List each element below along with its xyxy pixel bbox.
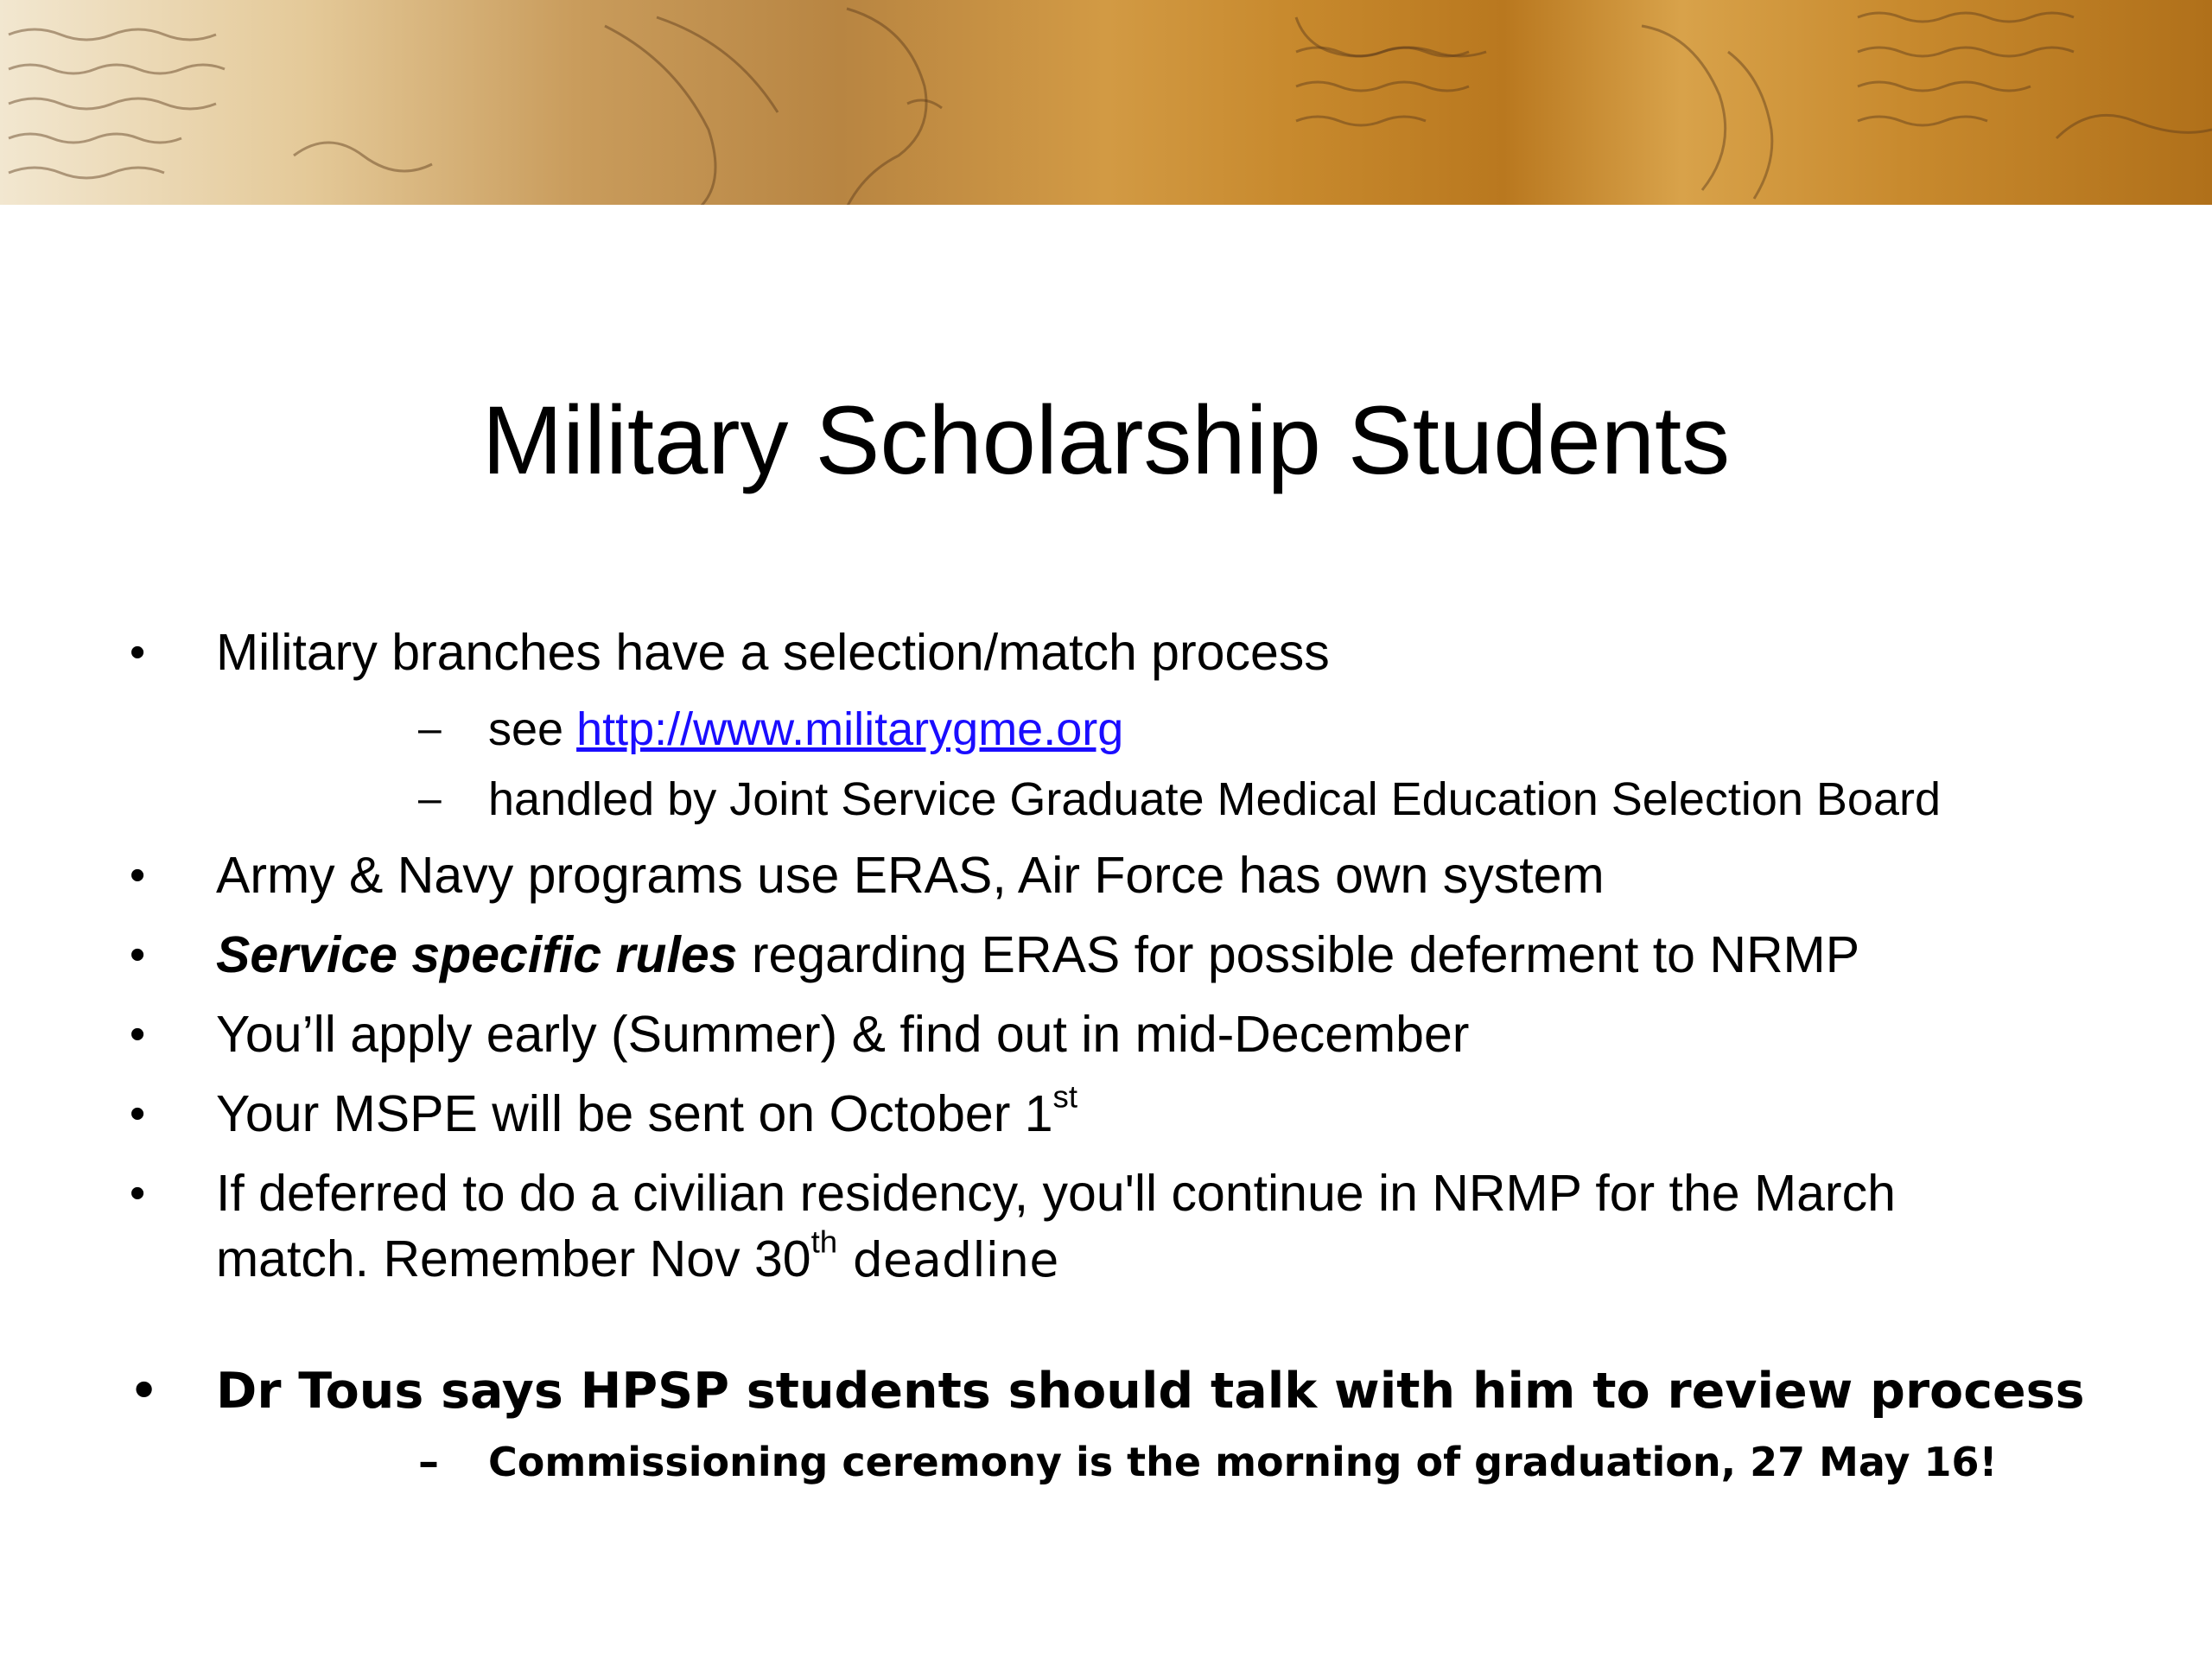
ordinal-suffix: st — [1052, 1078, 1077, 1115]
dash-icon: – — [418, 1438, 439, 1486]
header-banner-artwork — [0, 0, 2212, 205]
bullet-icon: • — [130, 930, 146, 980]
bullet-text: Army & Navy programs use ERAS, Air Force has own system — [216, 847, 1605, 904]
sketch-pattern — [0, 0, 2212, 205]
bullet-icon: • — [130, 1168, 146, 1218]
bullet-icon: • — [130, 850, 146, 900]
bullet-icon: • — [130, 627, 146, 677]
ordinal-suffix: th — [810, 1224, 838, 1260]
bullet-text: regarding ERAS for possible deferment to NRMP — [737, 926, 1860, 983]
sub-item-text: handled by Joint Service Graduate Medical Education Selection Board — [488, 773, 1942, 825]
bullet-text: Military branches have a selection/match process — [216, 624, 1330, 681]
bullet-text: Your MSPE will be sent on October 1 — [216, 1085, 1053, 1142]
bullet-icon: • — [130, 1089, 146, 1139]
bullet-icon: • — [130, 1365, 159, 1417]
militarygme-link[interactable]: http://www.militarygme.org — [576, 703, 1124, 755]
dash-icon: – — [418, 776, 442, 822]
bullet-text-line2: match. Remember Nov 30 — [216, 1230, 811, 1287]
emphasis-text: Service specific rules — [216, 926, 738, 983]
dash-icon: – — [418, 706, 442, 752]
slide-title: Military Scholarship Students — [481, 386, 1731, 494]
bullet-text-line1: If deferred to do a civilian residency, you'll continue in NRMP for the March — [216, 1165, 1896, 1222]
sub-item-prefix: see — [488, 703, 577, 755]
deadline-text: deadline — [837, 1233, 1059, 1288]
bullet-text: You’ll apply early (Summer) & find out in mid-December — [216, 1006, 1470, 1063]
bullet-icon: • — [130, 1009, 146, 1059]
sub-item-text: Commissioning ceremony is the morning of graduation, 27 May 16! — [488, 1439, 1998, 1485]
bullet-text: Dr Tous says HPSP students should talk with him to review process — [216, 1363, 2085, 1420]
